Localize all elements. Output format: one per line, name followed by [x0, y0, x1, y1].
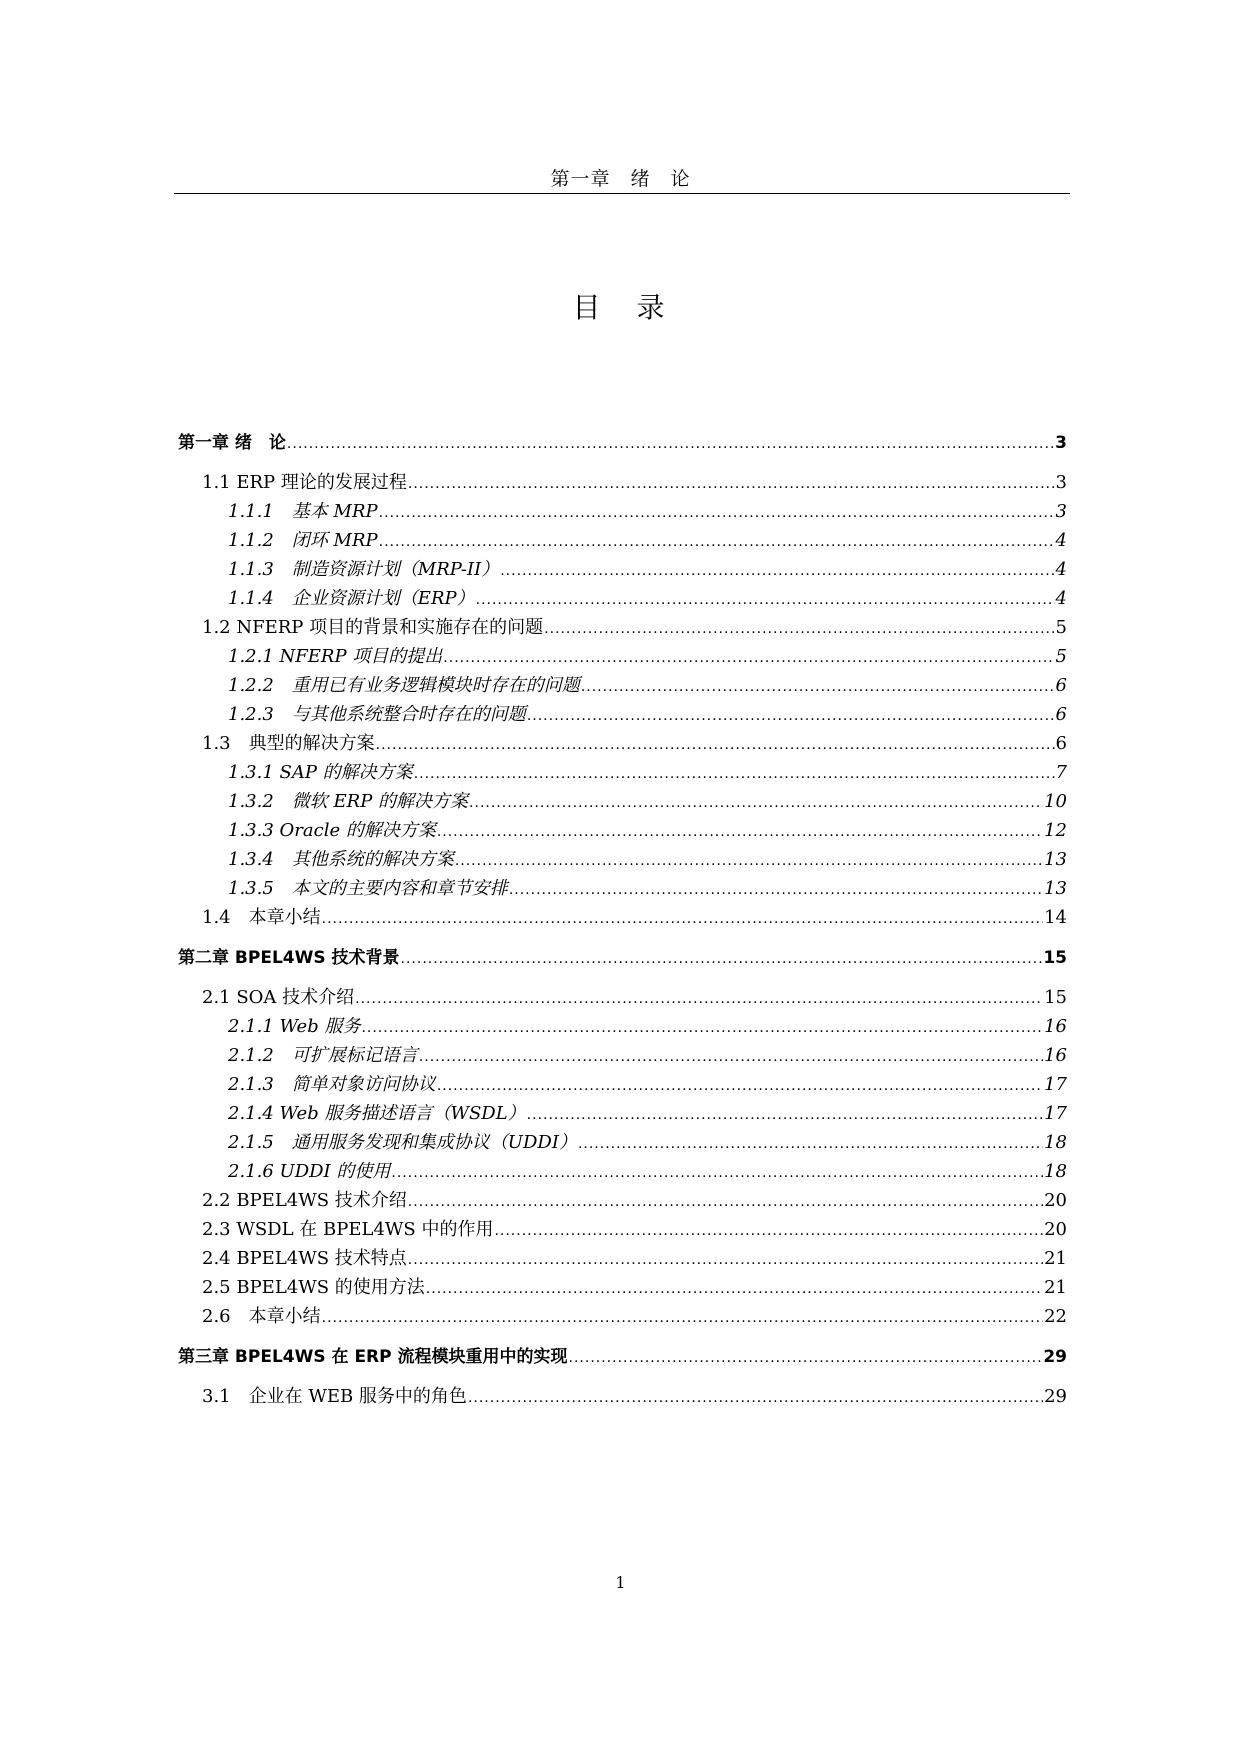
toc-entry-page: 3 — [1055, 472, 1067, 493]
toc-entry-title: 第三章 BPEL4WS 在 ERP 流程模块重用中的实现 — [178, 1347, 568, 1367]
toc-section-entry[interactable] — [178, 1015, 1067, 1040]
toc-entry-title: 1.2.2 重用已有业务逻辑模块时存在的问题 — [228, 675, 580, 696]
toc-dot-leader — [578, 1132, 1043, 1156]
toc-section-entry[interactable] — [178, 732, 1067, 757]
toc-entry-page: 7 — [1055, 762, 1067, 783]
toc-entry-page: 13 — [1044, 849, 1067, 870]
toc-chapter-entry[interactable] — [178, 1345, 1067, 1370]
toc-entry-title: 2.1.6 UDDI 的使用 — [228, 1161, 391, 1182]
toc-entry-title: 2.1 SOA 技术介绍 — [202, 987, 355, 1008]
toc-entry-page: 3 — [1055, 433, 1067, 453]
toc-entry-page: 6 — [1055, 733, 1067, 754]
toc-entry-page: 16 — [1044, 1016, 1067, 1037]
toc-entry-title: 2.5 BPEL4WS 的使用方法 — [202, 1277, 425, 1298]
toc-entry-page: 20 — [1044, 1219, 1067, 1240]
toc-entry-title: 2.1.5 通用服务发现和集成协议（UDDI） — [228, 1132, 577, 1153]
toc-entry-page: 4 — [1055, 530, 1067, 551]
toc-entry-title: 1.3.2 微软 ERP 的解决方案 — [228, 791, 469, 812]
toc-section-entry[interactable] — [178, 848, 1067, 873]
toc-section-entry[interactable] — [178, 471, 1067, 496]
toc-section-entry[interactable] — [178, 1385, 1067, 1410]
toc-dot-leader — [544, 617, 1054, 641]
toc-entry-title: 1.4 本章小结 — [202, 907, 321, 928]
toc-entry-title: 2.4 BPEL4WS 技术特点 — [202, 1248, 407, 1269]
toc-dot-leader — [500, 559, 1054, 583]
toc-dot-leader — [581, 675, 1055, 699]
toc-entry-title: 1.1.3 制造资源计划（MRP-II） — [228, 559, 500, 580]
toc-dot-leader — [287, 432, 1054, 456]
toc-entry-title: 第二章 BPEL4WS 技术背景 — [178, 948, 400, 968]
toc-section-entry[interactable] — [178, 1160, 1067, 1185]
toc-chapter-entry[interactable] — [178, 431, 1067, 456]
toc-entry-page: 12 — [1044, 820, 1067, 841]
toc-entry-title: 第一章 绪 论 — [178, 433, 286, 453]
toc-entry-page: 18 — [1044, 1132, 1067, 1153]
toc-section-entry[interactable] — [178, 877, 1067, 902]
toc-dot-leader — [322, 1306, 1043, 1330]
toc-dot-leader — [322, 907, 1043, 931]
toc-entry-title: 2.2 BPEL4WS 技术介绍 — [202, 1190, 407, 1211]
toc-dot-leader — [401, 947, 1043, 971]
toc-entry-title: 2.1.3 简单对象访问协议 — [228, 1074, 436, 1095]
toc-section-entry[interactable] — [178, 906, 1067, 931]
toc-section-entry[interactable] — [178, 616, 1067, 641]
toc-dot-leader — [379, 530, 1055, 554]
toc-section-entry[interactable] — [178, 558, 1067, 583]
toc-section-entry[interactable] — [178, 500, 1067, 525]
toc-entry-title: 2.1.2 可扩展标记语言 — [228, 1045, 418, 1066]
toc-entry-title: 2.6 本章小结 — [202, 1306, 321, 1327]
toc-section-entry[interactable] — [178, 1131, 1067, 1156]
toc-dot-leader — [408, 472, 1055, 496]
toc-entry-page: 10 — [1044, 791, 1067, 812]
toc-chapter-entry[interactable] — [178, 946, 1067, 971]
toc-dot-leader — [391, 1161, 1043, 1185]
toc-section-entry[interactable] — [178, 1102, 1067, 1127]
toc-entry-title: 1.2 NFERP 项目的背景和实施存在的问题 — [202, 617, 544, 638]
toc-title: 目 录 — [572, 291, 669, 324]
toc-section-entry[interactable] — [178, 587, 1067, 612]
toc-entry-page: 17 — [1044, 1103, 1067, 1124]
toc-section-entry[interactable] — [178, 1044, 1067, 1069]
toc-entry-page: 15 — [1044, 987, 1067, 1008]
toc-entry-page: 5 — [1055, 617, 1067, 638]
toc-dot-leader — [437, 1074, 1043, 1098]
toc-dot-leader — [509, 878, 1043, 902]
toc-entry-page: 5 — [1055, 646, 1067, 667]
toc-entry-title: 1.3.1 SAP 的解决方案 — [228, 762, 413, 783]
toc-entry-page: 6 — [1055, 704, 1067, 725]
toc-entry-title: 1.1.4 企业资源计划（ERP） — [228, 588, 475, 609]
toc-entry-title: 1.2.1 NFERP 项目的提出 — [228, 646, 443, 667]
toc-section-entry[interactable] — [178, 986, 1067, 1011]
toc-section-entry[interactable] — [178, 1073, 1067, 1098]
toc-entry-title: 2.1.1 Web 服务 — [228, 1016, 361, 1037]
toc-section-entry[interactable] — [178, 529, 1067, 554]
toc-entry-page: 17 — [1044, 1074, 1067, 1095]
toc-dot-leader — [426, 1277, 1043, 1301]
toc-entry-page: 3 — [1055, 501, 1067, 522]
toc-dot-leader — [408, 1248, 1043, 1272]
toc-entry-page: 6 — [1055, 675, 1067, 696]
toc-dot-leader — [437, 820, 1043, 844]
toc-dot-leader — [379, 501, 1055, 525]
toc-dot-leader — [469, 791, 1043, 815]
page-number: 1 — [615, 1573, 626, 1592]
toc-entry-page: 29 — [1044, 1386, 1067, 1407]
toc-dot-leader — [476, 588, 1055, 612]
toc-dot-leader — [527, 1103, 1043, 1127]
toc-entry-page: 16 — [1044, 1045, 1067, 1066]
toc-section-entry[interactable] — [178, 1189, 1067, 1214]
toc-entry-title: 2.1.4 Web 服务描述语言（WSDL） — [228, 1103, 526, 1124]
toc-dot-leader — [419, 1045, 1043, 1069]
toc-entry-title: 1.3 典型的解决方案 — [202, 733, 375, 754]
toc-entry-title: 3.1 企业在 WEB 服务中的角色 — [202, 1386, 467, 1407]
toc-entry-page: 14 — [1044, 907, 1067, 928]
toc-dot-leader — [569, 1346, 1043, 1370]
toc-section-entry[interactable] — [178, 645, 1067, 670]
toc-dot-leader — [361, 1016, 1043, 1040]
toc-section-entry[interactable] — [178, 790, 1067, 815]
toc-dot-leader — [355, 987, 1043, 1011]
toc-dot-leader — [494, 1219, 1043, 1243]
toc-section-entry[interactable] — [178, 1305, 1067, 1330]
toc-section-entry[interactable] — [178, 1276, 1067, 1301]
header-rule — [174, 193, 1070, 194]
toc-entry-title: 1.3.3 Oracle 的解决方案 — [228, 820, 436, 841]
toc-entry-page: 15 — [1043, 948, 1067, 968]
toc-dot-leader — [414, 762, 1055, 786]
toc-entry-page: 20 — [1044, 1190, 1067, 1211]
toc-entry-page: 13 — [1044, 878, 1067, 899]
toc-dot-leader — [527, 704, 1055, 728]
toc-section-entry[interactable] — [178, 819, 1067, 844]
toc-entry-title: 1.1 ERP 理论的发展过程 — [202, 472, 407, 493]
toc-entry-page: 22 — [1044, 1306, 1067, 1327]
toc-dot-leader — [376, 733, 1055, 757]
toc-entry-page: 18 — [1044, 1161, 1067, 1182]
toc-section-entry[interactable] — [178, 1218, 1067, 1243]
toc-section-entry[interactable] — [178, 674, 1067, 699]
toc-entry-page: 21 — [1044, 1277, 1067, 1298]
toc-section-entry[interactable] — [178, 1247, 1067, 1272]
toc-entry-page: 21 — [1044, 1248, 1067, 1269]
toc-entry-title: 1.3.5 本文的主要内容和章节安排 — [228, 878, 508, 899]
toc-entry-title: 1.1.1 基本 MRP — [228, 501, 378, 522]
toc-entry-page: 4 — [1055, 588, 1067, 609]
toc-entry-title: 1.1.2 闭环 MRP — [228, 530, 378, 551]
toc-dot-leader — [408, 1190, 1043, 1214]
toc-entry-page: 4 — [1055, 559, 1067, 580]
toc-section-entry[interactable] — [178, 761, 1067, 786]
toc-section-entry[interactable] — [178, 703, 1067, 728]
running-header: 第一章 绪 论 — [550, 168, 691, 190]
toc-entry-page: 29 — [1043, 1347, 1067, 1367]
toc-entry-title: 1.2.3 与其他系统整合时存在的问题 — [228, 704, 526, 725]
toc-entry-title: 2.3 WSDL 在 BPEL4WS 中的作用 — [202, 1219, 494, 1240]
toc-dot-leader — [455, 849, 1043, 873]
toc-entry-title: 1.3.4 其他系统的解决方案 — [228, 849, 454, 870]
toc-dot-leader — [443, 646, 1054, 670]
toc-dot-leader — [468, 1386, 1043, 1410]
